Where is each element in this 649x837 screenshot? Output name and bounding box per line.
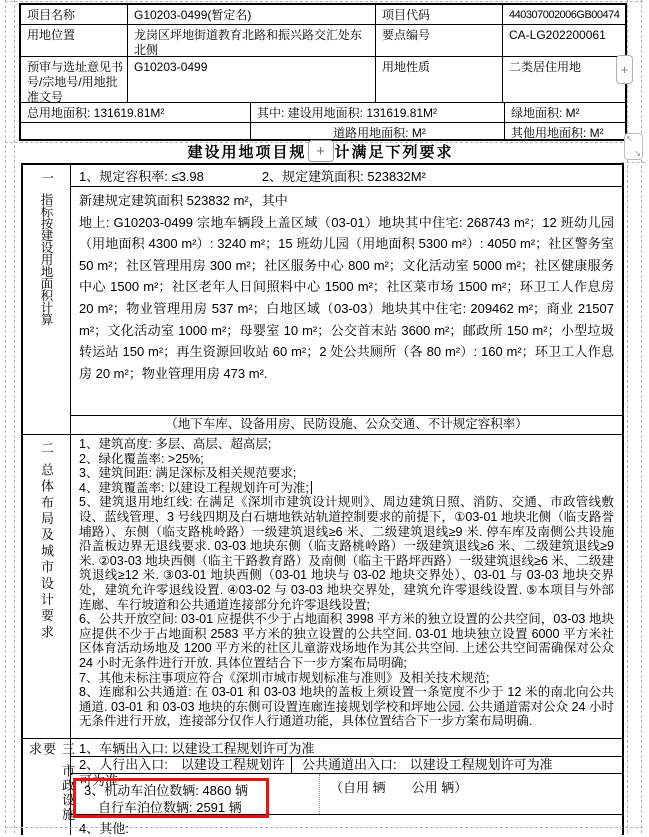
paragraph-body: 地上: G10203-0499 宗地车辆段上盖区域（03-01）地块其中住宅: 268743 m²；12 班幼儿园（用地面积 4300 m²）: 3240 m²；15 班幼儿园（用地面积 5300 m²）: 4050 m²；社区警务室 50 m²；社区管理用房 300 m²；社区服务中心 800 m²；文化活动室 5000 m²；社区健康服务中心 1500 m²；社区老年人日间照料中心 1500 m²；社区菜市场 1500 m²；环卫工人作息房 20 m²；物业管理用房 537 m²；白地区域（03-03）地块其中住宅: 209462 m²；商业 21507 m²；文化活动室 1000 m²；母婴室 10 m²；公交首末站 3600 m²；邮政所 150 m²；小型垃圾转运站 150 m²；再生资源回收站 60 m²；2 处公共厕所（各 80 m²）: 160 m²；环卫工人作息房 20 m²；物业管理用房 473 m². — [79, 214, 614, 381]
section-label-column — [23, 739, 75, 835]
requirements-table — [21, 163, 624, 835]
page-title-right: 计满足下列要求 — [334, 143, 454, 161]
requirement-item: 5、建筑退用地红线: 在满足《深圳市建筑设计规则》、周边建筑日照、消防、交通、市政管线敷设、蓝线管理、3 号线四期及白石塘地铁站轨道控制要求的前提下，①03-01 地块北侧（临支路誉埔路）、东侧（临支路桃岭路）一级建筑退线≥6 米、二级建筑退线≥9 米. 停车库及南侧公共设施沿盖板边界无退线要求. 03-03 地块东侧（临支路桃岭路）一级建筑退线≥6 米、二级建筑退线≥9 米. ②03-03 地块西侧（临主干路教育路）及南侧（临主干路坪西路）一级建筑退线≥6 米、二级建筑退线≥12 米. ③03-01 地块西侧（03-01 地块与 03-02 地块交界处）、03-01 与 03-03 地块交界处，建筑允许零退线设置. ④03-02 与 03-03 地块交界处，建筑允许零退线设置. ⑤本项目与外部连廊、车行坡道和公共通道连接部分允许零退线设置; — [79, 495, 614, 612]
land-use-value: 二类居住用地 — [502, 57, 625, 102]
requirement-item: 7、其他未标注事项应符合《深圳市城市规划标准与准则》及相关技术规范; — [79, 670, 490, 685]
key-number-value: CA-LG202200061 — [502, 25, 625, 56]
text-boundary-guide — [14, 0, 15, 833]
arrow-se-icon: ↘ — [634, 149, 641, 158]
table-row — [21, 122, 625, 139]
plot-ratio-item: 1、规定容积率: ≤3.98 — [79, 169, 204, 184]
land-use-label: 用地性质 — [375, 57, 502, 102]
requirement-item: 4、建筑覆盖率: 以建设工程规划许可为准; — [79, 481, 614, 496]
requirement-item: 2、绿化覆盖率: >25%; — [79, 451, 204, 466]
section-label-column — [23, 435, 71, 738]
section-urban-design — [23, 435, 622, 739]
building-area-item: 2、规定建筑面积: 523832M² — [261, 169, 426, 184]
resize-handle-button[interactable] — [624, 133, 643, 160]
table-row — [21, 24, 625, 56]
project-name-value: G10203-0499(暂定名) — [127, 5, 375, 24]
section-content — [71, 165, 622, 434]
text-boundary-guide — [5, 0, 6, 833]
section-municipal-facilities — [23, 739, 622, 835]
total-area-cell: 总用地面积: 131619.81M² — [27, 106, 165, 120]
vertical-section-label — [37, 441, 56, 641]
floating-plus-button[interactable]: + — [308, 140, 334, 162]
approval-doc-label: 预审与选址意见书号/宗地号/用地批准文号 — [27, 60, 124, 102]
public-passage-cell: 公共通道出入口: 以建设工程规划许可为准 — [302, 757, 553, 772]
text-boundary-guide — [641, 0, 642, 833]
table-row — [21, 102, 625, 122]
section-number: 三 — [60, 742, 75, 755]
land-location-label: 用地位置 — [27, 28, 76, 42]
vertical-label-overflow: 求 — [27, 742, 42, 757]
private-public-count-cell: （自用 辆 公用 辆） — [330, 780, 468, 795]
section-number: 二 — [39, 441, 54, 454]
section-label-text: 市政设施要 — [41, 742, 75, 823]
requirement-item: 6、公共开放空间: 03-01 应提供不少于占地面积 3998 平方米的独立设置的公共空间，03-03 地块应提供不少于占地面积 2583 平方米的独立设置的公共空间. 03-01 地块独立设置 6000 平方米社区体育活动场地及 1200 平方米的社区儿童游戏场地作为其公共空间. 上述公共空间需确保对公众 24 小时无条件进行开放. 具体位置结合下一步方案布局明确; — [79, 612, 614, 670]
project-code-label: 项目代码 — [375, 5, 502, 24]
pedestrian-entrance-cell: 2、人行出入口: 以建设工程规划许可为准 — [71, 757, 292, 773]
requirement-item: 3、建筑间距: 满足深标及相关规范要求; — [79, 466, 297, 481]
parking-row — [71, 774, 622, 815]
key-number-label: 要点编号 — [375, 25, 502, 56]
page-title — [21, 140, 620, 162]
road-area-cell: 道路用地面积: M² — [250, 123, 504, 139]
building-area-detail-cell — [71, 187, 622, 416]
exclusion-note: （地下车库、设备用房、民防设施、公众交通、不计规定容积率） — [165, 417, 528, 431]
requirement-item: 8、连廊和公共通道: 在 03-01 和 03-03 地块的盖板上须设置一条宽度不少于 12 米的南北向公共通道. 03-01 和 03-03 地块的东侧可设置连廊连接规划学校和坪地公园. 公共通道需对公众 24 小时无条件进行开放，连接部分仅作人行通道功能，具体位置结合下一步方案布局明确. — [79, 685, 614, 729]
empty-cell — [21, 123, 250, 139]
section-content — [71, 435, 622, 738]
paragraph-intro: 新建规定建筑面积 523832 m²，其中 — [79, 193, 288, 208]
section-label-text: 指标按建设用地面积计算 — [39, 193, 53, 325]
motor-parking-count: 3、机动车泊位数辆: 4860 辆 — [84, 783, 248, 798]
vertical-section-label — [37, 171, 56, 325]
text-boundary-guide — [627, 0, 628, 833]
text-boundary-guide — [621, 162, 645, 163]
parking-count-cell — [71, 774, 320, 814]
section-label-text: 总体布局及城市设计要求 — [39, 463, 54, 642]
text-boundary-guide — [5, 1, 643, 2]
text-boundary-guide — [5, 827, 643, 828]
approval-doc-value: G10203-0499 — [127, 57, 375, 102]
text-cursor — [311, 481, 313, 494]
arrow-nw-icon: ↖ — [626, 134, 633, 143]
highlight-box — [73, 778, 269, 818]
section-indicators — [23, 165, 622, 435]
land-location-value: 龙岗区坪地街道教育北路和振兴路交汇处东北侧 — [127, 25, 375, 56]
section-label-column — [23, 165, 71, 434]
edge-plus-button[interactable]: + — [616, 55, 633, 84]
bicycle-parking-count: 自行车泊位数辆: 2591 辆 — [98, 800, 242, 815]
other-area-cell: 其他用地面积: M² — [504, 123, 625, 139]
plot-ratio-row — [71, 165, 622, 187]
vehicle-entrance-row: 1、车辆出入口: 以建设工程规划许可为准 — [71, 739, 622, 757]
other-row: 4、其他: — [79, 821, 129, 836]
project-name-label: 项目名称 — [27, 8, 76, 22]
green-area-cell: 绿地面积: M² — [504, 103, 625, 122]
section-number: 一 — [39, 171, 54, 184]
section-content — [71, 739, 622, 835]
table-row — [21, 5, 625, 24]
project-info-table — [19, 3, 627, 141]
requirement-item: 1、建筑高度: 多层、高层、超高层; — [79, 437, 272, 451]
project-code-value: 440307002006GB00474 — [502, 5, 625, 24]
page-title-left: 建设用地项目规 — [187, 143, 307, 161]
table-row — [21, 56, 625, 102]
construction-area-cell: 其中: 建设用地面积: 131619.81M² — [250, 103, 504, 122]
